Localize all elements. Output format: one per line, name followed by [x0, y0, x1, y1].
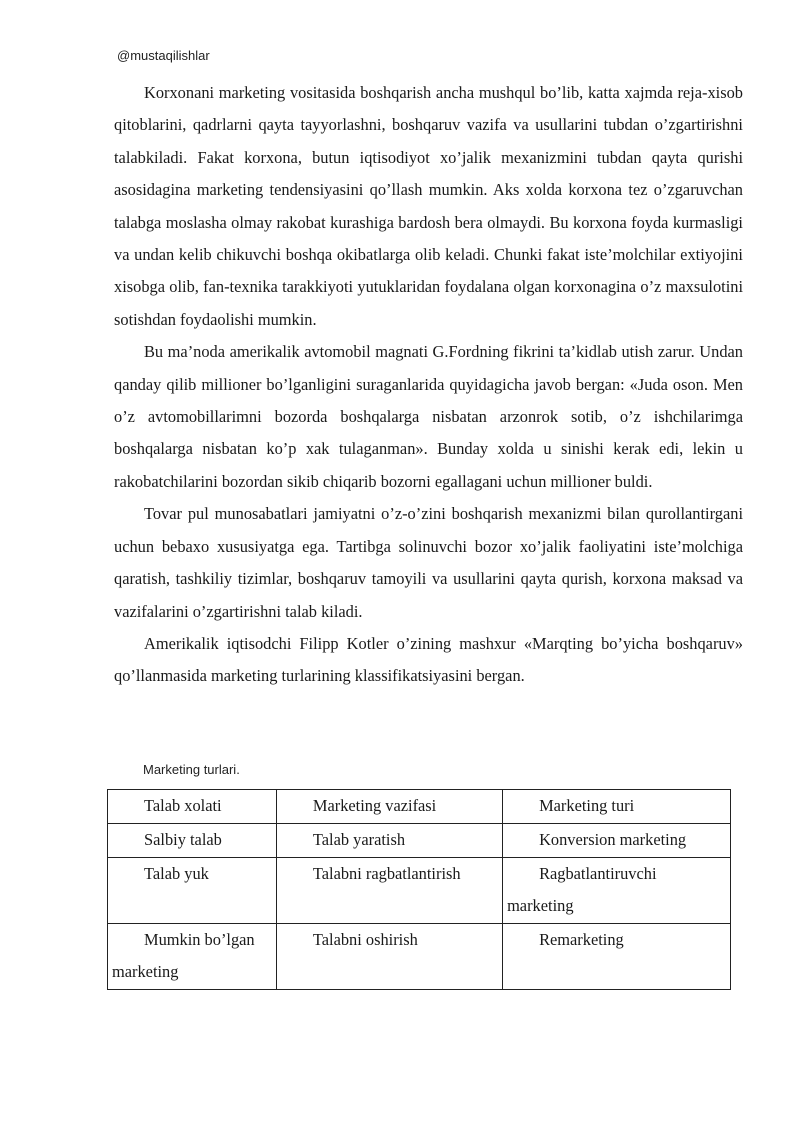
table-cell: Talabni ragbatlantirish — [276, 858, 502, 924]
body-text — [114, 77, 743, 693]
paragraph: Amerikalik iqtisodchi Filipp Kotler o’zining mashxur «Marqting bo’yicha boshqaruv» qo’llanmasida marketing turlarining klassifikatsiyasini bergan. — [114, 633, 743, 686]
table-row — [108, 858, 731, 924]
page-header-handle: @mustaqilishlar — [117, 48, 210, 63]
paragraph: Bu ma’noda amerikalik avtomobil magnati G.Fordning fikrini ta’kidlab utish zarur. Undan qanday qilib millioner bo’lganligini suraganlarida quyidagicha javob bergan: «Juda oson. Men o’z avtomobillarimni bozorda boshqalarga nisbatan arzonrok sotib, o’z ishchilarimga boshqalarga nisbatan ko’p xak tulaganman». Bunday xolda u sinishi kerak edi, lekin u rakobatchilarini bozordan sikib chiqarib bozorni egallagani uchun millioner buldi. — [114, 342, 743, 491]
table-header-cell: Marketing turi — [503, 790, 731, 824]
table-cell: Mumkin bo’lgan marketing — [108, 924, 277, 990]
table-cell: Konversion marketing — [503, 824, 731, 858]
table-row — [108, 924, 731, 990]
table-cell: Salbiy talab — [108, 824, 277, 858]
table-cell: Remarketing — [503, 924, 731, 990]
paragraph: Tovar pul munosabatlari jamiyatni o’z-o’zini boshqarish mexanizmi bilan qurollantirgani uchun bebaxo xususiyatga ega. Tartibga solinuvchi bozor xo’jalik faoliyatini iste’molchiga qaratish, tashkiliy tizimlar, boshqaruv tamoyili va usullarini qayta qurish, korxona maksad va vazifalarini o’zgartirishni talab kiladi. — [114, 504, 743, 621]
paragraph: Korxonani marketing vositasida boshqarish ancha mushqul bo’lib, katta xajmda reja-xisob qitoblarini, qadrlarni qayta tayyorlashni, boshqaruv vazifa va usullarini tubdan o’zgartirishni talabkiladi. Fakat korxona, butun iqtisodiyot xo’jalik mexanizmini tubdan qayta qurishi asosidagina marketing tendensiyasini qo’llash mumkin. Aks xolda korxona tez o’zgaruvchan talabga moslasha olmay rakobat kurashiga bardosh bera olmaydi. Bu korxona foyda kurmasligi va undan kelib chikuvchi boshqa okibatlarga olib keladi. Chunki fakat iste’molchilar extiyojini xisobga olib, fan-texnika tarakkiyoti yutuklaridan foydalana olgan korxonagina o’z maxsulotini sotishdan foydaolishi mumkin. — [114, 83, 743, 329]
table-cell: Talabni oshirish — [276, 924, 502, 990]
table-cell: Talab yaratish — [276, 824, 502, 858]
table-header-cell: Marketing vazifasi — [276, 790, 502, 824]
table-cell: Talab yuk — [108, 858, 277, 924]
table-header-cell: Talab xolati — [108, 790, 277, 824]
table-cell: Ragbatlantiruvchi marketing — [503, 858, 731, 924]
marketing-types-table — [107, 789, 731, 990]
table-header-row — [108, 790, 731, 824]
table-caption: Marketing turlari. — [143, 762, 240, 777]
table-row — [108, 824, 731, 858]
